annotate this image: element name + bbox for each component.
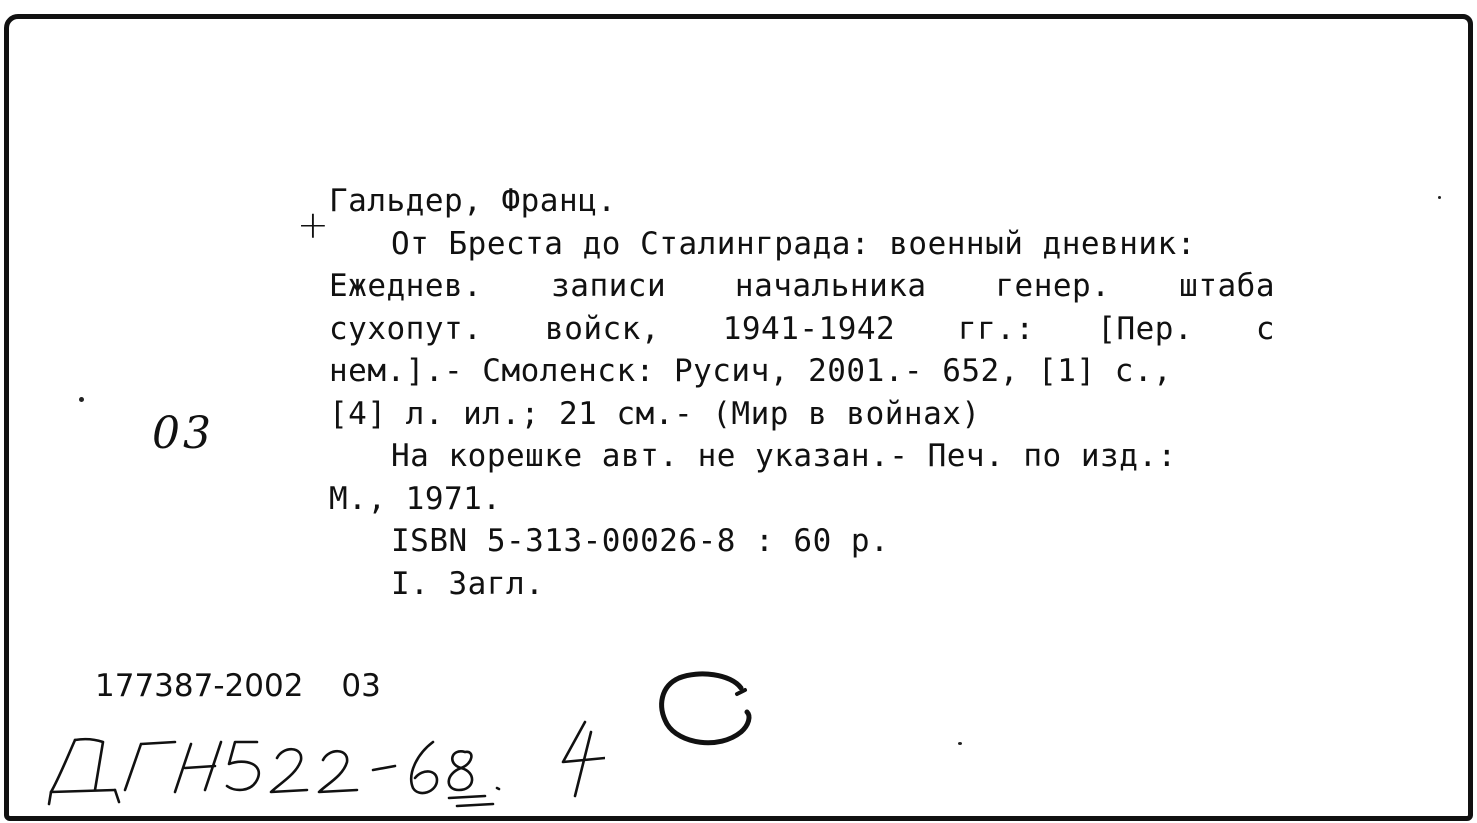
circle-stamp bbox=[653, 668, 763, 757]
accession-number: 177387-2002 bbox=[95, 668, 304, 704]
accession-info bbox=[95, 668, 381, 704]
bibliographic-entry bbox=[329, 180, 1275, 605]
isbn-line: ISBN 5-313-00026-8 : 60 р. bbox=[391, 523, 890, 559]
title-line: сухопут. войск, 1941-1942 гг.: [Пер. с bbox=[329, 310, 1275, 347]
title-tracing: I. Загл. bbox=[391, 565, 545, 602]
title-line: [4] л. ил.; 21 см.- (Мир в войнах) bbox=[329, 395, 981, 432]
title-line: нем.].- Смоленск: Русич, 2001.- 652, [1] с., bbox=[329, 353, 1173, 389]
note-line: На корешке авт. не указан.- Печ. по изд.: bbox=[391, 438, 1177, 474]
note-line: М., 1971. bbox=[329, 480, 502, 517]
accession-code: 03 bbox=[341, 668, 381, 704]
title-line: Ежеднев. записи начальника генер. штаба bbox=[329, 268, 1275, 304]
speck bbox=[79, 397, 84, 402]
speck bbox=[958, 742, 962, 745]
plus-mark: + bbox=[297, 203, 329, 247]
title-line: От Бреста до Сталинграда: военный дневник: bbox=[391, 225, 1196, 262]
handwritten-code bbox=[45, 718, 605, 817]
author-heading: Гальдер, Франц. bbox=[329, 183, 617, 219]
speck bbox=[1438, 196, 1441, 199]
shelf-mark: 03 bbox=[152, 408, 214, 459]
